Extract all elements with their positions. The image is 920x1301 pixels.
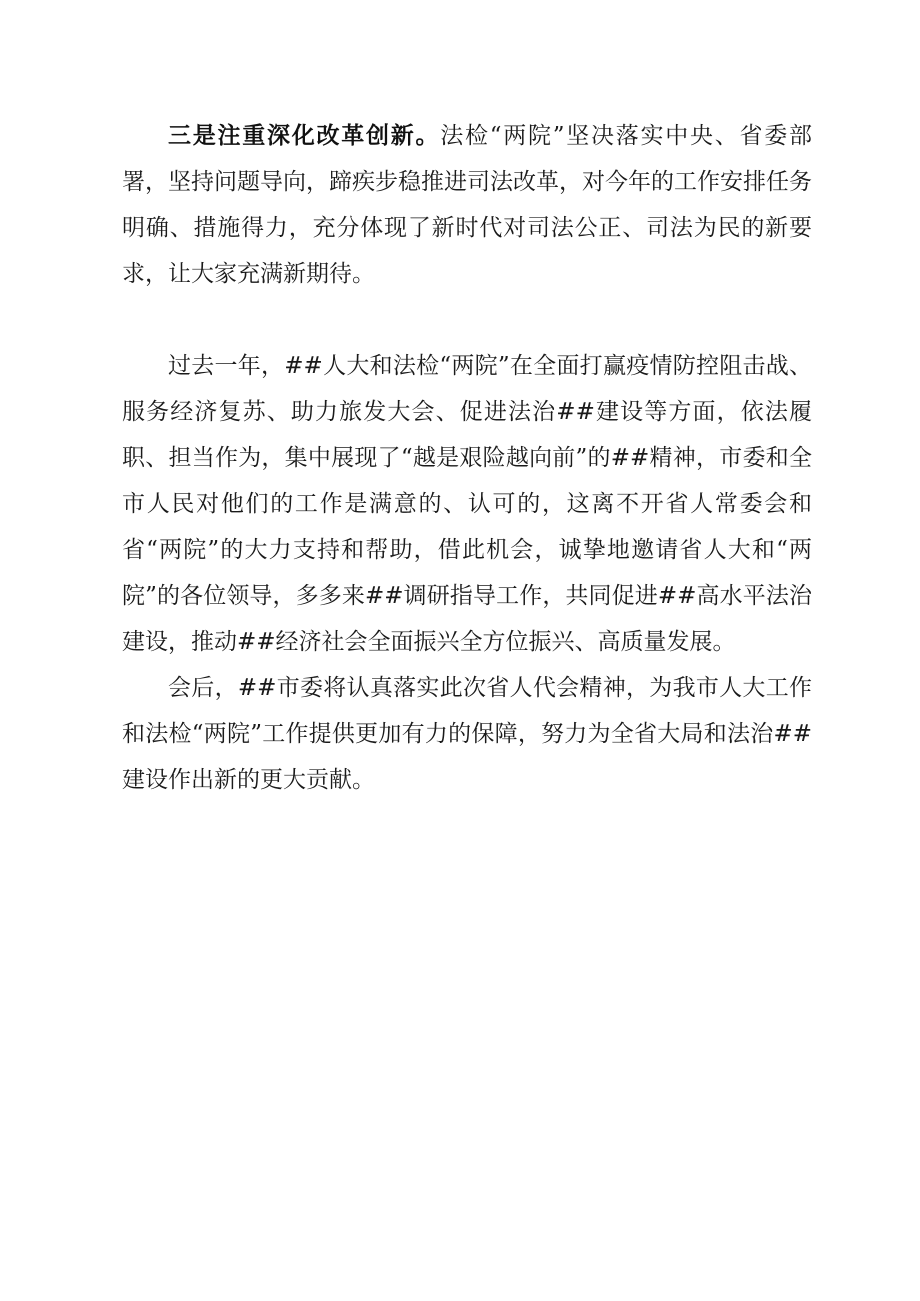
paragraph-after-meeting	[122, 665, 812, 803]
paragraph-reform	[122, 113, 812, 297]
paragraph-text: 法检“两院”坚决落实中央、省委部署，坚持问题导向，蹄疾步稳推进司法改革，对今年的工作安排任务明确、措施得力，充分体现了新时代对司法公正、司法为民的新要求，让大家充满新期待。	[122, 123, 812, 287]
paragraph-past-year	[122, 343, 812, 665]
paragraph-text: 会后，##市委将认真落实此次省人代会精神，为我市人大工作和法检“两院”工作提供更加有力的保障，努力为全省大局和法治##建设作出新的更大贡献。	[122, 675, 812, 793]
paragraph-text: 过去一年，##人大和法检“两院”在全面打赢疫情防控阻击战、服务经济复苏、助力旅发大会、促进法治##建设等方面，依法履职、担当作为，集中展现了“越是艰险越向前”的##精神，市委和全市人民对他们的工作是满意的、认可的，这离不开省人常委会和省“两院”的大力支持和帮助，借此机会，诚挚地邀请省人大和“两院”的各位领导，多多来##调研指导工作，共同促进##高水平法治建设，推动##经济社会全面振兴全方位振兴、高质量发展。	[122, 353, 812, 655]
paragraph-lead-heading: 三是注重深化改革创新。	[168, 123, 441, 149]
document-body	[122, 113, 812, 803]
